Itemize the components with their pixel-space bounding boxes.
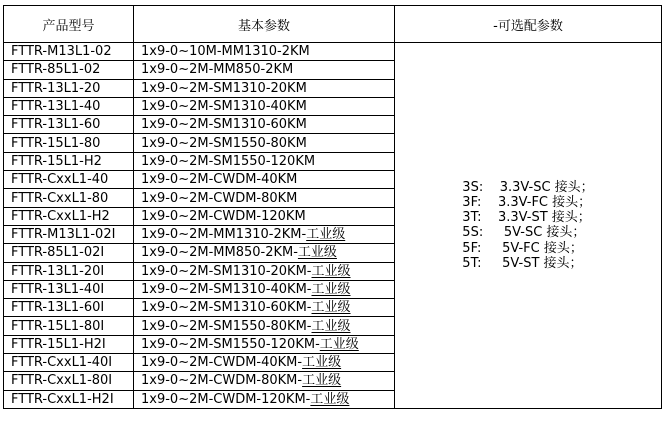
industrial-grade-underlined-text: 工业级 [311,300,351,316]
product-model-cell: FTTR-CxxL1-40 [4,171,134,189]
product-model-cell: FTTR-CxxL1-80 [4,189,134,207]
basic-params-cell: 1x9-0~2M-SM1550-120KM-工业级 [134,335,395,353]
product-model-cell: FTTR-85L1-02 [4,61,134,79]
basic-params-cell: 1x9-0~2M-CWDM-120KM-工业级 [134,390,395,408]
basic-params-cell: 1x9-0~2M-MM1310-2KM-工业级 [134,225,395,243]
product-model-cell: FTTR-15L1-80I [4,317,134,335]
product-model-cell: FTTR-13L1-40 [4,97,134,115]
product-model-cell: FTTR-13L1-20I [4,262,134,280]
header-basic-params: 基本参数 [134,6,395,43]
product-model-cell: FTTR-13L1-40I [4,280,134,298]
basic-params-cell: 1x9-0~2M-CWDM-120KM [134,207,395,225]
basic-params-cell: 1x9-0~2M-SM1550-80KM-工业级 [134,317,395,335]
optional-param-line: 5F: 5V-FC 接头； [462,240,583,256]
basic-params-cell: 1x9-0~2M-CWDM-40KM [134,171,395,189]
basic-params-cell: 1x9-0~2M-SM1310-20KM [134,79,395,97]
product-model-cell: FTTR-13L1-20 [4,79,134,97]
basic-params-cell: 1x9-0~2M-SM1550-120KM [134,152,395,170]
optional-param-line: 3S: 3.3V-SC 接头； [462,179,594,195]
product-model-cell: FTTR-CxxL1-40I [4,354,134,372]
industrial-grade-underlined-text: 工业级 [297,245,337,261]
basic-params-cell: 1x9-0~2M-SM1310-40KM-工业级 [134,280,395,298]
product-table-body [4,43,662,409]
product-model-cell: FTTR-CxxL1-H2I [4,390,134,408]
table-row [4,43,662,61]
optional-param-line: 5S: 5V-SC 接头； [462,225,586,241]
basic-params-cell: 1x9-0~2M-SM1310-60KM-工业级 [134,299,395,317]
optional-param-line: 3T: 3.3V-ST 接头； [462,210,591,226]
product-spec-table [3,5,662,409]
product-model-cell: FTTR-15L1-H2 [4,152,134,170]
optional-param-line: 5T: 5V-ST 接头； [462,255,583,271]
industrial-grade-underlined-text: 工业级 [302,355,342,371]
basic-params-cell: 1x9-0~2M-MM850-2KM-工业级 [134,244,395,262]
product-model-cell: FTTR-15L1-80 [4,134,134,152]
industrial-grade-underlined-text: 工业级 [311,318,351,334]
basic-params-cell: 1x9-0~2M-SM1310-60KM [134,116,395,134]
basic-params-cell: 1x9-0~2M-CWDM-80KM-工业级 [134,372,395,390]
industrial-grade-underlined-text: 工业级 [306,227,346,243]
industrial-grade-underlined-text: 工业级 [310,391,350,407]
basic-params-cell: 1x9-0~2M-SM1310-40KM [134,97,395,115]
industrial-grade-underlined-text: 工业级 [319,336,359,352]
industrial-grade-underlined-text: 工业级 [311,263,351,279]
industrial-grade-underlined-text: 工业级 [302,373,342,389]
basic-params-cell: 1x9-0~2M-SM1550-80KM [134,134,395,152]
optional-param-line: 3F: 3.3V-FC 接头； [462,195,592,211]
optional-params-block [462,180,593,271]
table-header-row [4,6,662,43]
basic-params-cell: 1x9-0~2M-MM850-2KM [134,61,395,79]
header-product-model: 产品型号 [4,6,134,43]
product-model-cell: FTTR-85L1-02I [4,244,134,262]
optional-params-cell [395,43,662,409]
basic-params-cell: 1x9-0~10M-MM1310-2KM [134,43,395,61]
product-model-cell: FTTR-13L1-60 [4,116,134,134]
product-model-cell: FTTR-CxxL1-H2 [4,207,134,225]
basic-params-cell: 1x9-0~2M-SM1310-20KM-工业级 [134,262,395,280]
basic-params-cell: 1x9-0~2M-CWDM-80KM [134,189,395,207]
header-optional-params: -可选配参数 [395,6,662,43]
product-model-cell: FTTR-M13L1-02 [4,43,134,61]
industrial-grade-underlined-text: 工业级 [311,282,351,297]
product-model-cell: FTTR-CxxL1-80I [4,372,134,390]
product-model-cell: FTTR-M13L1-02I [4,225,134,243]
product-model-cell: FTTR-13L1-60I [4,299,134,317]
product-model-cell: FTTR-15L1-H2I [4,335,134,353]
basic-params-cell: 1x9-0~2M-CWDM-40KM-工业级 [134,354,395,372]
